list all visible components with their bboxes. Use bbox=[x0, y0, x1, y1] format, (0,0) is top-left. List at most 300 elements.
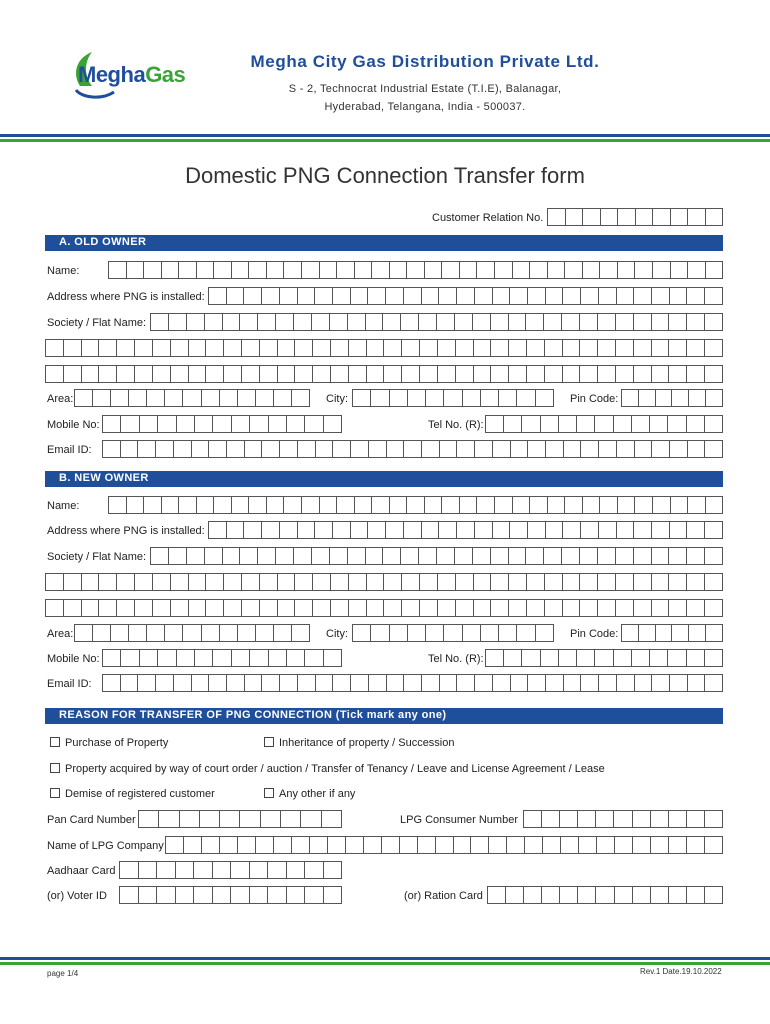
char-box[interactable] bbox=[506, 887, 524, 903]
char-box[interactable] bbox=[117, 600, 135, 616]
old-tel-field[interactable] bbox=[485, 415, 723, 433]
char-box[interactable] bbox=[287, 416, 305, 432]
char-box[interactable] bbox=[456, 574, 474, 590]
char-box[interactable] bbox=[527, 340, 545, 356]
char-box[interactable] bbox=[513, 497, 531, 513]
char-box[interactable] bbox=[224, 600, 242, 616]
char-box[interactable] bbox=[652, 288, 670, 304]
char-box[interactable] bbox=[165, 390, 183, 406]
char-box[interactable] bbox=[194, 862, 213, 878]
char-box[interactable] bbox=[117, 574, 135, 590]
char-box[interactable] bbox=[153, 574, 171, 590]
char-box[interactable] bbox=[542, 887, 560, 903]
char-box[interactable] bbox=[366, 314, 384, 330]
char-box[interactable] bbox=[274, 625, 292, 641]
char-box[interactable] bbox=[197, 497, 215, 513]
char-box[interactable] bbox=[614, 416, 632, 432]
char-box[interactable] bbox=[669, 366, 687, 382]
char-box[interactable] bbox=[298, 288, 316, 304]
pan-field[interactable] bbox=[138, 810, 342, 828]
char-box[interactable] bbox=[387, 441, 405, 457]
char-box[interactable] bbox=[189, 574, 207, 590]
char-box[interactable] bbox=[214, 262, 232, 278]
char-box[interactable] bbox=[140, 416, 158, 432]
char-box[interactable] bbox=[442, 497, 460, 513]
char-box[interactable] bbox=[322, 811, 341, 827]
char-box[interactable] bbox=[635, 675, 653, 691]
char-box[interactable] bbox=[705, 340, 722, 356]
char-box[interactable] bbox=[598, 600, 616, 616]
char-box[interactable] bbox=[656, 625, 673, 641]
char-box[interactable] bbox=[127, 497, 145, 513]
char-box[interactable] bbox=[563, 522, 581, 538]
char-box[interactable] bbox=[200, 811, 220, 827]
new-pin-field[interactable] bbox=[621, 624, 723, 642]
char-box[interactable] bbox=[504, 650, 522, 666]
char-box[interactable] bbox=[278, 340, 296, 356]
char-box[interactable] bbox=[652, 366, 670, 382]
char-box[interactable] bbox=[687, 837, 705, 853]
char-box[interactable] bbox=[639, 390, 656, 406]
char-box[interactable] bbox=[372, 262, 390, 278]
char-box[interactable] bbox=[420, 600, 438, 616]
char-box[interactable] bbox=[705, 675, 722, 691]
char-box[interactable] bbox=[669, 574, 687, 590]
char-box[interactable] bbox=[511, 675, 529, 691]
char-box[interactable] bbox=[634, 340, 652, 356]
char-box[interactable] bbox=[580, 574, 598, 590]
new-mobile-field[interactable] bbox=[102, 649, 342, 667]
char-box[interactable] bbox=[281, 811, 301, 827]
char-box[interactable] bbox=[559, 650, 577, 666]
old-name-field[interactable] bbox=[108, 261, 723, 279]
new-address-line-3[interactable] bbox=[45, 599, 723, 617]
char-box[interactable] bbox=[64, 366, 82, 382]
char-box[interactable] bbox=[390, 262, 408, 278]
char-box[interactable] bbox=[565, 262, 583, 278]
char-box[interactable] bbox=[349, 340, 367, 356]
char-box[interactable] bbox=[517, 390, 535, 406]
char-box[interactable] bbox=[545, 600, 563, 616]
new-address-field[interactable] bbox=[208, 521, 723, 539]
char-box[interactable] bbox=[250, 862, 269, 878]
char-box[interactable] bbox=[386, 522, 404, 538]
char-box[interactable] bbox=[206, 340, 224, 356]
char-box[interactable] bbox=[245, 675, 263, 691]
char-box[interactable] bbox=[460, 497, 478, 513]
char-box[interactable] bbox=[565, 497, 583, 513]
char-box[interactable] bbox=[351, 675, 369, 691]
char-box[interactable] bbox=[301, 811, 321, 827]
char-box[interactable] bbox=[258, 314, 276, 330]
char-box[interactable] bbox=[153, 340, 171, 356]
char-box[interactable] bbox=[384, 340, 402, 356]
char-box[interactable] bbox=[249, 497, 267, 513]
char-box[interactable] bbox=[617, 522, 635, 538]
char-box[interactable] bbox=[189, 600, 207, 616]
char-box[interactable] bbox=[528, 441, 546, 457]
char-box[interactable] bbox=[524, 811, 542, 827]
char-box[interactable] bbox=[599, 288, 617, 304]
char-box[interactable] bbox=[189, 366, 207, 382]
char-box[interactable] bbox=[93, 390, 111, 406]
char-box[interactable] bbox=[580, 366, 598, 382]
char-box[interactable] bbox=[457, 522, 475, 538]
char-box[interactable] bbox=[138, 675, 156, 691]
char-box[interactable] bbox=[384, 574, 402, 590]
char-box[interactable] bbox=[310, 837, 328, 853]
char-box[interactable] bbox=[144, 262, 162, 278]
char-box[interactable] bbox=[425, 262, 443, 278]
char-box[interactable] bbox=[183, 625, 201, 641]
char-box[interactable] bbox=[295, 600, 313, 616]
char-box[interactable] bbox=[157, 887, 176, 903]
char-box[interactable] bbox=[564, 675, 582, 691]
char-box[interactable] bbox=[425, 497, 443, 513]
char-box[interactable] bbox=[315, 288, 333, 304]
char-box[interactable] bbox=[206, 574, 224, 590]
char-box[interactable] bbox=[295, 340, 313, 356]
char-box[interactable] bbox=[473, 314, 491, 330]
char-box[interactable] bbox=[46, 340, 64, 356]
char-box[interactable] bbox=[151, 314, 169, 330]
char-box[interactable] bbox=[250, 416, 268, 432]
char-box[interactable] bbox=[267, 497, 285, 513]
char-box[interactable] bbox=[595, 650, 613, 666]
char-box[interactable] bbox=[242, 366, 260, 382]
old-address-line-3[interactable] bbox=[45, 365, 723, 383]
char-box[interactable] bbox=[634, 600, 652, 616]
char-box[interactable] bbox=[438, 574, 456, 590]
char-box[interactable] bbox=[324, 862, 342, 878]
char-box[interactable] bbox=[668, 650, 686, 666]
char-box[interactable] bbox=[369, 441, 387, 457]
char-box[interactable] bbox=[543, 837, 561, 853]
char-box[interactable] bbox=[634, 314, 652, 330]
char-box[interactable] bbox=[455, 548, 473, 564]
char-box[interactable] bbox=[561, 837, 579, 853]
char-box[interactable] bbox=[419, 314, 437, 330]
char-box[interactable] bbox=[177, 650, 195, 666]
char-box[interactable] bbox=[598, 366, 616, 382]
char-box[interactable] bbox=[438, 340, 456, 356]
char-box[interactable] bbox=[99, 366, 117, 382]
char-box[interactable] bbox=[474, 340, 492, 356]
char-box[interactable] bbox=[213, 887, 232, 903]
any-other-checkbox[interactable] bbox=[264, 788, 274, 798]
char-box[interactable] bbox=[292, 390, 309, 406]
char-box[interactable] bbox=[135, 340, 153, 356]
char-box[interactable] bbox=[103, 441, 121, 457]
old-pin-field[interactable] bbox=[621, 389, 723, 407]
char-box[interactable] bbox=[232, 416, 250, 432]
char-box[interactable] bbox=[262, 288, 280, 304]
char-box[interactable] bbox=[595, 416, 613, 432]
char-box[interactable] bbox=[305, 416, 323, 432]
char-box[interactable] bbox=[617, 675, 635, 691]
lpg-consumer-field[interactable] bbox=[523, 810, 723, 828]
new-society-field[interactable] bbox=[150, 547, 723, 565]
char-box[interactable] bbox=[256, 837, 274, 853]
customer-relation-field[interactable] bbox=[547, 208, 723, 226]
char-box[interactable] bbox=[455, 314, 473, 330]
char-box[interactable] bbox=[475, 288, 493, 304]
char-box[interactable] bbox=[526, 548, 544, 564]
char-box[interactable] bbox=[635, 497, 653, 513]
char-box[interactable] bbox=[205, 548, 223, 564]
char-box[interactable] bbox=[542, 811, 560, 827]
char-box[interactable] bbox=[220, 390, 238, 406]
char-box[interactable] bbox=[705, 314, 722, 330]
char-box[interactable] bbox=[117, 340, 135, 356]
char-box[interactable] bbox=[652, 675, 670, 691]
char-box[interactable] bbox=[139, 862, 158, 878]
char-box[interactable] bbox=[316, 675, 334, 691]
char-box[interactable] bbox=[227, 441, 245, 457]
char-box[interactable] bbox=[456, 340, 474, 356]
char-box[interactable] bbox=[656, 390, 673, 406]
char-box[interactable] bbox=[250, 650, 268, 666]
char-box[interactable] bbox=[545, 366, 563, 382]
char-box[interactable] bbox=[486, 650, 504, 666]
char-box[interactable] bbox=[528, 288, 546, 304]
char-box[interactable] bbox=[386, 288, 404, 304]
char-box[interactable] bbox=[330, 314, 348, 330]
char-box[interactable] bbox=[179, 497, 197, 513]
char-box[interactable] bbox=[705, 600, 722, 616]
char-box[interactable] bbox=[135, 366, 153, 382]
char-box[interactable] bbox=[705, 548, 722, 564]
char-box[interactable] bbox=[244, 288, 262, 304]
char-box[interactable] bbox=[670, 675, 688, 691]
char-box[interactable] bbox=[232, 262, 250, 278]
char-box[interactable] bbox=[509, 574, 527, 590]
char-box[interactable] bbox=[672, 625, 689, 641]
char-box[interactable] bbox=[120, 887, 139, 903]
char-box[interactable] bbox=[401, 548, 419, 564]
char-box[interactable] bbox=[687, 366, 705, 382]
char-box[interactable] bbox=[187, 548, 205, 564]
char-box[interactable] bbox=[426, 625, 444, 641]
char-box[interactable] bbox=[367, 366, 385, 382]
char-box[interactable] bbox=[615, 837, 633, 853]
char-box[interactable] bbox=[224, 340, 242, 356]
char-box[interactable] bbox=[499, 390, 517, 406]
char-box[interactable] bbox=[384, 600, 402, 616]
char-box[interactable] bbox=[437, 548, 455, 564]
char-box[interactable] bbox=[280, 675, 298, 691]
char-box[interactable] bbox=[526, 314, 544, 330]
char-box[interactable] bbox=[231, 862, 250, 878]
char-box[interactable] bbox=[652, 548, 670, 564]
aadhaar-field[interactable] bbox=[119, 861, 342, 879]
char-box[interactable] bbox=[639, 625, 656, 641]
char-box[interactable] bbox=[202, 390, 220, 406]
char-box[interactable] bbox=[287, 862, 306, 878]
lpg-company-field[interactable] bbox=[165, 836, 723, 854]
char-box[interactable] bbox=[509, 366, 527, 382]
char-box[interactable] bbox=[536, 625, 553, 641]
char-box[interactable] bbox=[489, 837, 507, 853]
char-box[interactable] bbox=[632, 650, 650, 666]
char-box[interactable] bbox=[544, 314, 562, 330]
char-box[interactable] bbox=[705, 288, 722, 304]
char-box[interactable] bbox=[581, 675, 599, 691]
char-box[interactable] bbox=[99, 600, 117, 616]
char-box[interactable] bbox=[274, 390, 292, 406]
char-box[interactable] bbox=[177, 416, 195, 432]
char-box[interactable] bbox=[670, 522, 688, 538]
char-box[interactable] bbox=[669, 314, 687, 330]
char-box[interactable] bbox=[653, 497, 671, 513]
char-box[interactable] bbox=[367, 340, 385, 356]
char-box[interactable] bbox=[510, 288, 528, 304]
char-box[interactable] bbox=[269, 416, 287, 432]
char-box[interactable] bbox=[618, 209, 636, 225]
char-box[interactable] bbox=[278, 366, 296, 382]
char-box[interactable] bbox=[135, 600, 153, 616]
char-box[interactable] bbox=[312, 314, 330, 330]
char-box[interactable] bbox=[224, 574, 242, 590]
char-box[interactable] bbox=[546, 441, 564, 457]
char-box[interactable] bbox=[353, 390, 371, 406]
char-box[interactable] bbox=[705, 366, 722, 382]
char-box[interactable] bbox=[384, 366, 402, 382]
char-box[interactable] bbox=[548, 497, 566, 513]
demise-checkbox[interactable] bbox=[50, 788, 60, 798]
char-box[interactable] bbox=[192, 675, 210, 691]
char-box[interactable] bbox=[244, 522, 262, 538]
char-box[interactable] bbox=[599, 522, 617, 538]
char-box[interactable] bbox=[333, 288, 351, 304]
char-box[interactable] bbox=[140, 650, 158, 666]
char-box[interactable] bbox=[687, 600, 705, 616]
char-box[interactable] bbox=[176, 862, 195, 878]
char-box[interactable] bbox=[634, 548, 652, 564]
char-box[interactable] bbox=[439, 522, 457, 538]
char-box[interactable] bbox=[616, 600, 634, 616]
char-box[interactable] bbox=[298, 441, 316, 457]
char-box[interactable] bbox=[324, 650, 341, 666]
char-box[interactable] bbox=[475, 441, 493, 457]
char-box[interactable] bbox=[305, 650, 323, 666]
old-address-line-2[interactable] bbox=[45, 339, 723, 357]
char-box[interactable] bbox=[672, 390, 689, 406]
char-box[interactable] bbox=[324, 887, 342, 903]
char-box[interactable] bbox=[209, 288, 227, 304]
char-box[interactable] bbox=[268, 887, 287, 903]
char-box[interactable] bbox=[614, 650, 632, 666]
char-box[interactable] bbox=[46, 600, 64, 616]
char-box[interactable] bbox=[258, 548, 276, 564]
char-box[interactable] bbox=[331, 600, 349, 616]
char-box[interactable] bbox=[294, 548, 312, 564]
char-box[interactable] bbox=[368, 522, 386, 538]
char-box[interactable] bbox=[671, 209, 689, 225]
char-box[interactable] bbox=[231, 887, 250, 903]
char-box[interactable] bbox=[227, 288, 245, 304]
char-box[interactable] bbox=[320, 497, 338, 513]
char-box[interactable] bbox=[688, 209, 706, 225]
char-box[interactable] bbox=[436, 837, 454, 853]
char-box[interactable] bbox=[295, 366, 313, 382]
char-box[interactable] bbox=[600, 262, 618, 278]
char-box[interactable] bbox=[471, 837, 489, 853]
char-box[interactable] bbox=[546, 288, 564, 304]
char-box[interactable] bbox=[633, 887, 651, 903]
char-box[interactable] bbox=[103, 650, 121, 666]
char-box[interactable] bbox=[298, 675, 316, 691]
char-box[interactable] bbox=[653, 262, 671, 278]
char-box[interactable] bbox=[292, 837, 310, 853]
char-box[interactable] bbox=[202, 625, 220, 641]
char-box[interactable] bbox=[82, 574, 100, 590]
char-box[interactable] bbox=[127, 262, 145, 278]
char-box[interactable] bbox=[157, 862, 176, 878]
char-box[interactable] bbox=[563, 288, 581, 304]
char-box[interactable] bbox=[598, 548, 616, 564]
char-box[interactable] bbox=[706, 390, 722, 406]
char-box[interactable] bbox=[135, 574, 153, 590]
char-box[interactable] bbox=[171, 340, 189, 356]
char-box[interactable] bbox=[510, 522, 528, 538]
char-box[interactable] bbox=[634, 288, 652, 304]
char-box[interactable] bbox=[566, 209, 584, 225]
char-box[interactable] bbox=[651, 887, 669, 903]
char-box[interactable] bbox=[75, 390, 93, 406]
char-box[interactable] bbox=[349, 574, 367, 590]
char-box[interactable] bbox=[636, 209, 654, 225]
char-box[interactable] bbox=[260, 366, 278, 382]
char-box[interactable] bbox=[438, 366, 456, 382]
char-box[interactable] bbox=[242, 600, 260, 616]
char-box[interactable] bbox=[331, 340, 349, 356]
char-box[interactable] bbox=[390, 625, 408, 641]
char-box[interactable] bbox=[274, 837, 292, 853]
char-box[interactable] bbox=[618, 497, 636, 513]
old-address-field[interactable] bbox=[208, 287, 723, 305]
char-box[interactable] bbox=[444, 390, 462, 406]
char-box[interactable] bbox=[530, 262, 548, 278]
char-box[interactable] bbox=[368, 288, 386, 304]
char-box[interactable] bbox=[669, 811, 687, 827]
char-box[interactable] bbox=[440, 441, 458, 457]
char-box[interactable] bbox=[261, 811, 281, 827]
char-box[interactable] bbox=[407, 262, 425, 278]
char-box[interactable] bbox=[527, 600, 545, 616]
char-box[interactable] bbox=[577, 650, 595, 666]
char-box[interactable] bbox=[171, 574, 189, 590]
char-box[interactable] bbox=[426, 390, 444, 406]
char-box[interactable] bbox=[121, 650, 139, 666]
char-box[interactable] bbox=[367, 600, 385, 616]
char-box[interactable] bbox=[82, 600, 100, 616]
char-box[interactable] bbox=[346, 837, 364, 853]
char-box[interactable] bbox=[495, 497, 513, 513]
char-box[interactable] bbox=[169, 548, 187, 564]
char-box[interactable] bbox=[371, 390, 389, 406]
char-box[interactable] bbox=[213, 650, 231, 666]
char-box[interactable] bbox=[652, 441, 670, 457]
char-box[interactable] bbox=[475, 675, 493, 691]
char-box[interactable] bbox=[634, 522, 652, 538]
char-box[interactable] bbox=[622, 625, 639, 641]
char-box[interactable] bbox=[491, 600, 509, 616]
new-city-field[interactable] bbox=[352, 624, 554, 642]
char-box[interactable] bbox=[337, 497, 355, 513]
char-box[interactable] bbox=[223, 548, 241, 564]
char-box[interactable] bbox=[348, 314, 366, 330]
